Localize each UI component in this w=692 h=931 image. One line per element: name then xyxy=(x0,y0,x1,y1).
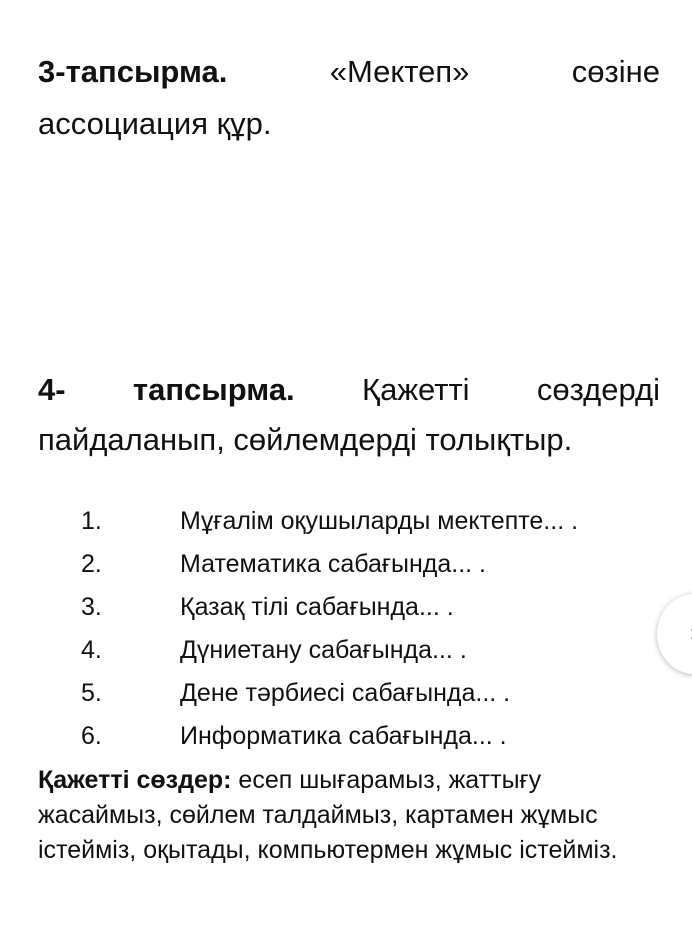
chevron-icon xyxy=(681,618,692,650)
item-number: 4. xyxy=(81,636,102,664)
item-text: Информатика сабағында... . xyxy=(180,722,507,750)
item-text: Дүниетану сабағында... . xyxy=(180,636,467,664)
task4-instruction: пайдаланып, сөйлемдерді толықтыр. xyxy=(38,422,573,457)
task4-word1: Қажетті xyxy=(362,372,470,407)
task4-title: тапсырма. xyxy=(132,372,295,407)
item-number: 3. xyxy=(81,593,102,621)
item-text: Қазақ тілі сабағында... . xyxy=(180,593,454,621)
task4-word2: сөздерді xyxy=(536,372,660,407)
sentence-list xyxy=(0,502,692,760)
task3-instruction: ассоциация құр. xyxy=(38,106,272,141)
item-text: Дене тәрбиесі сабағында... . xyxy=(180,679,511,707)
list-item xyxy=(0,588,692,631)
task3-quoted-word: «Мектеп» xyxy=(329,54,470,89)
list-item xyxy=(0,674,692,717)
list-item xyxy=(0,502,692,545)
needed-words-paragraph xyxy=(38,763,662,868)
task3-heading-line xyxy=(38,52,660,92)
task4-number: 4- xyxy=(38,372,66,407)
task3-word-next: сөзіне xyxy=(571,54,660,89)
task3-title: 3-тапсырма. xyxy=(38,54,228,89)
needed-words-text: есеп шығарамыз, жаттығу жасаймыз, сөйлем талдаймыз, картамен жұмыс істейміз, оқытады, компьютермен жұмыс істейміз. xyxy=(38,766,618,864)
list-item xyxy=(0,631,692,674)
item-number: 2. xyxy=(81,550,102,578)
item-text: Мұғалім оқушыларды мектепте... . xyxy=(180,507,579,535)
task4-heading-line xyxy=(38,370,660,410)
needed-words-label: Қажетті сөздер: xyxy=(38,766,232,794)
item-number: 1. xyxy=(81,507,102,535)
list-item xyxy=(0,717,692,760)
list-item xyxy=(0,545,692,588)
item-number: 6. xyxy=(81,722,102,750)
item-number: 5. xyxy=(81,679,102,707)
item-text: Математика сабағында... . xyxy=(180,550,486,578)
